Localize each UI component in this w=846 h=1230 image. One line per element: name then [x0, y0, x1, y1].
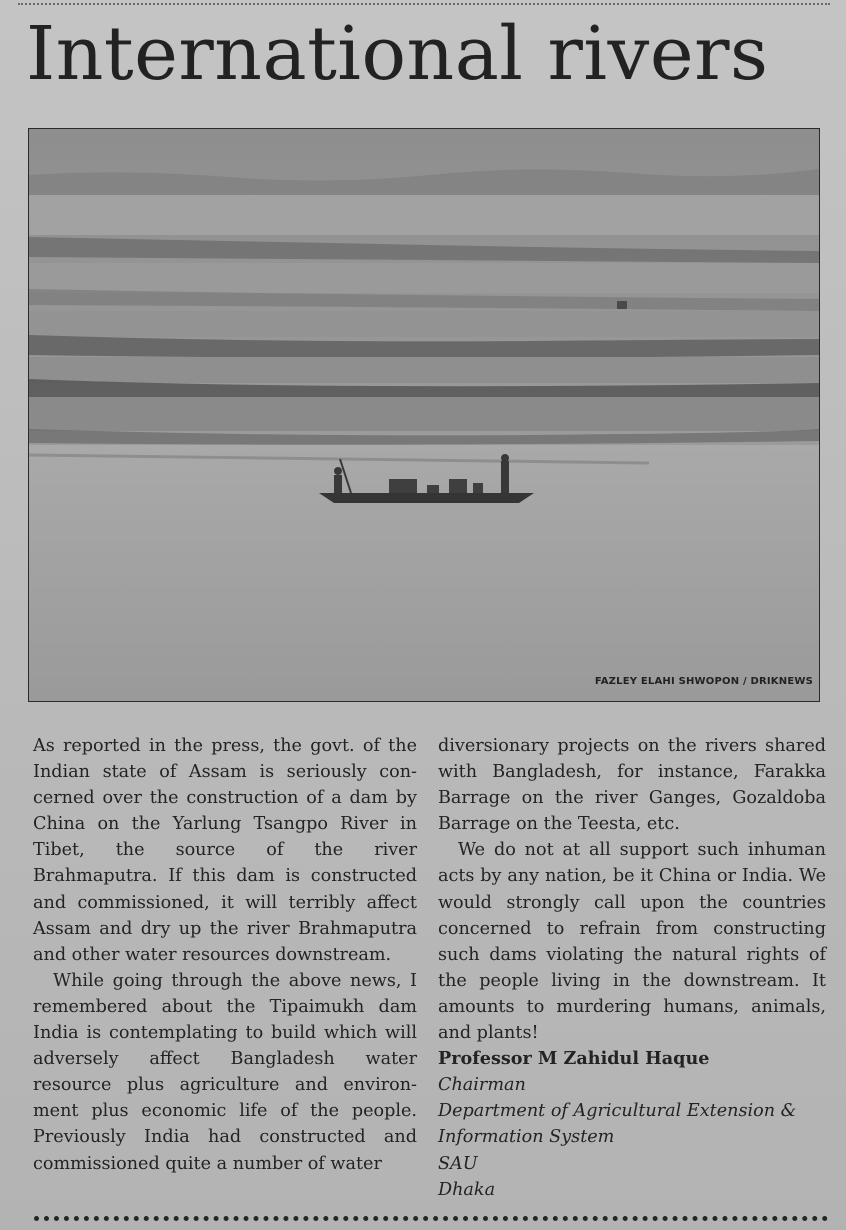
- news-photo: [28, 128, 820, 702]
- paragraph-2-part-1: While going through the above news, I remembered about the Tipaimukh dam India is contemplating to build which will adversely affect Bangladesh water resource plus agriculture and environment plus economic life of the people. Previously India had constructed and commissioned quite a number of water: [33, 970, 417, 1174]
- headline: International rivers: [26, 11, 769, 97]
- paragraph-2-part-2: diversionary projects on the rivers shared with Bangladesh, for instance, Farakka Barrage on the river Ganges, Gozaldoba Barrage on the Teesta, etc.: [438, 736, 826, 835]
- article-column-left: [33, 733, 417, 1177]
- signature-department-line2: Information System: [438, 1127, 615, 1148]
- bottom-dotted-rule: [34, 1216, 828, 1221]
- article-column-right: [438, 733, 826, 1203]
- signature-title: Chairman: [438, 1075, 526, 1096]
- paragraph-1: As reported in the press, the govt. of the Indian state of Assam is seriously concerned over the construction of a dam by China on the Yarlung Tsangpo River in Tibet, the source of the river Brahmaputra. If this dam is constructed and commissioned, it will terribly affect Assam and dry up the river Brahmaputra and other water resources downstream.: [33, 736, 417, 965]
- signature-city: Dhaka: [438, 1179, 496, 1200]
- river-boat-photo: [29, 129, 819, 701]
- signature-institution: SAU: [438, 1153, 478, 1174]
- photo-credit: FAZLEY ELAHI SHWOPON / DRIKNEWS: [594, 676, 813, 687]
- top-dotted-rule: [18, 3, 830, 5]
- signature-department-line1: Department of Agricultural Extension &: [438, 1101, 797, 1122]
- signature-name: Professor M Zahidul Haque: [438, 1048, 710, 1070]
- paragraph-3: We do not at all support such inhuman acts by any nation, be it China or India. We would strongly call upon the countries concerned to refrain from constructing such dams violating the natural rights of the people living in the downstream. It amounts to murdering humans, animals, and plants!: [438, 840, 826, 1044]
